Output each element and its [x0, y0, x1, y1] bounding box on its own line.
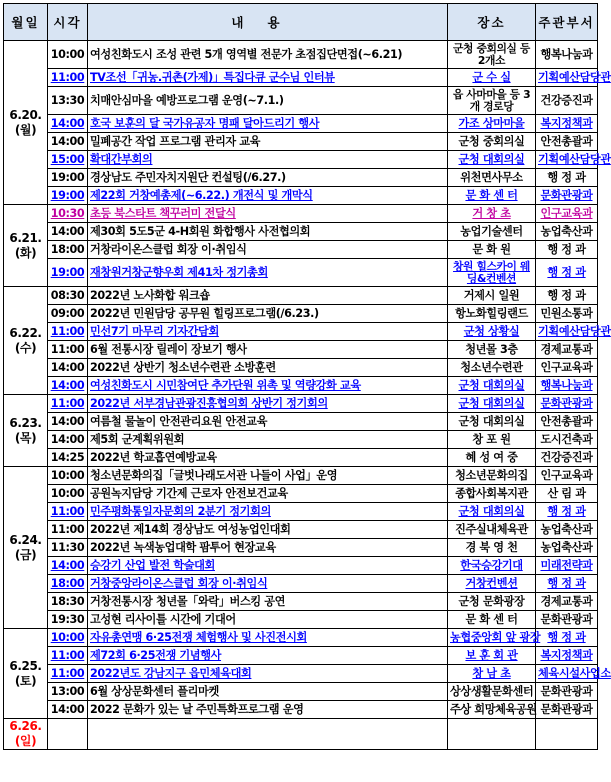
time-cell: 18:30	[48, 593, 88, 611]
content-cell: 여성친화도시 시민참여단 추가단원 위촉 및 역량강화 교육	[88, 377, 448, 395]
date-label: 6.22.	[9, 325, 42, 340]
time-cell: 10:00	[48, 467, 88, 485]
time-cell: 14:00	[48, 557, 88, 575]
content-cell: 여성친화도시 조성 관련 5개 영역별 전문가 초점집단면접(~6.21)	[88, 41, 448, 69]
time-cell: 13:30	[48, 87, 88, 115]
content-cell: 2022년 제14회 경상남도 여성농업인대회	[88, 521, 448, 539]
place-cell: 청년몰 3층	[448, 341, 536, 359]
place-cell: 청소년문화의집	[448, 467, 536, 485]
content-cell: 2022년 상반기 청소년수련관 소방훈련	[88, 359, 448, 377]
dept-cell: 도시건축과	[536, 431, 598, 449]
place-cell: 청소년수련관	[448, 359, 536, 377]
time-cell: 14:00	[48, 701, 88, 719]
empty-cell	[536, 719, 598, 750]
dept-cell: 경제교통과	[536, 341, 598, 359]
place-cell: 읍 사마마을 등 3개 경로당	[448, 87, 536, 115]
table-row	[4, 133, 598, 151]
table-row	[4, 287, 598, 305]
table-row	[4, 449, 598, 467]
time-cell: 15:00	[48, 151, 88, 169]
content-cell: 2022년 민원담당 공무원 힐링프로그램(/6.23.)	[88, 305, 448, 323]
dept-cell: 기획예산담당관	[536, 69, 598, 87]
table-row	[4, 413, 598, 431]
place-cell: 진주실내체육관	[448, 521, 536, 539]
place-cell: 혜 성 여 중	[448, 449, 536, 467]
time-cell: 11:00	[48, 341, 88, 359]
place-cell: 가조 상마마을	[448, 115, 536, 133]
empty-cell	[48, 719, 88, 750]
empty-cell	[448, 719, 536, 750]
dept-cell: 인구교육과	[536, 359, 598, 377]
dept-cell: 안전총괄과	[536, 133, 598, 151]
time-cell: 09:00	[48, 305, 88, 323]
table-row	[4, 223, 598, 241]
time-cell: 14:00	[48, 133, 88, 151]
content-cell: 제30회 5도5군 4-H회원 화합행사 사전협의회	[88, 223, 448, 241]
day-row-empty	[4, 719, 598, 750]
place-cell: 경 북 영 천	[448, 539, 536, 557]
dept-cell: 행 정 과	[536, 287, 598, 305]
dept-cell: 인구교육과	[536, 205, 598, 223]
place-cell: 군청 중회의실 등 2개소	[448, 41, 536, 69]
schedule-sheet	[3, 3, 611, 750]
time-cell: 11:00	[48, 503, 88, 521]
table-row	[4, 187, 598, 205]
time-cell: 14:00	[48, 431, 88, 449]
place-cell: 군청 대회의실	[448, 151, 536, 169]
dept-cell: 문화관광과	[536, 395, 598, 413]
time-cell: 11:00	[48, 395, 88, 413]
date-label: 6.26.	[9, 719, 42, 733]
table-row	[4, 575, 598, 593]
content-cell: 재창원거창군향우회 제41차 정기총회	[88, 259, 448, 287]
time-cell: 10:00	[48, 485, 88, 503]
time-cell: 10:00	[48, 41, 88, 69]
schedule-body	[4, 41, 611, 750]
content-cell: 호국 보훈의 달 국가유공자 명패 달아드리기 행사	[88, 115, 448, 133]
table-row	[4, 503, 598, 521]
dept-cell: 건강증진과	[536, 449, 598, 467]
time-cell: 11:00	[48, 647, 88, 665]
time-cell: 19:00	[48, 187, 88, 205]
dept-cell: 문화관광과	[536, 701, 598, 719]
dept-cell: 행 정 과	[536, 169, 598, 187]
dept-cell: 기획예산담당관	[536, 323, 598, 341]
content-cell: 6월 상상문화센터 플리마켓	[88, 683, 448, 701]
date-label: 6.23.	[9, 415, 42, 430]
table-row	[4, 395, 598, 413]
place-cell: 문 화 원	[448, 241, 536, 259]
dept-cell: 인구교육과	[536, 467, 598, 485]
content-cell: 2022년 노사화합 워크숍	[88, 287, 448, 305]
content-cell: 공원녹지담당 기간제 근로자 안전보건교육	[88, 485, 448, 503]
header-time: 시각	[48, 4, 88, 41]
place-cell: 상상생활문화센터	[448, 683, 536, 701]
place-cell: 군 수 실	[448, 69, 536, 87]
table-row	[4, 611, 598, 629]
content-cell: 2022년 서부경남관광진흥협의회 상반기 정기회의	[88, 395, 448, 413]
time-cell: 18:00	[48, 241, 88, 259]
weekday-label: (목)	[14, 430, 37, 445]
table-row	[4, 665, 598, 683]
header-place: 장소	[448, 4, 536, 41]
empty-cell	[88, 719, 448, 750]
place-cell: 거 창 초	[448, 205, 536, 223]
date-cell	[4, 287, 48, 395]
table-row	[4, 115, 598, 133]
weekday-label: (월)	[14, 122, 37, 137]
dept-cell: 행복나눔과	[536, 41, 598, 69]
place-cell: 거제시 일원	[448, 287, 536, 305]
table-row	[4, 87, 598, 115]
schedule-table	[3, 3, 611, 750]
table-row	[4, 431, 598, 449]
table-row	[4, 377, 598, 395]
date-cell	[4, 629, 48, 719]
table-row	[4, 323, 598, 341]
time-cell: 11:30	[48, 539, 88, 557]
header-row	[4, 4, 598, 41]
time-cell: 13:00	[48, 683, 88, 701]
place-cell: 군청 대회의실	[448, 503, 536, 521]
table-row	[4, 485, 598, 503]
date-cell	[4, 395, 48, 467]
date-cell	[4, 467, 48, 629]
date-label: 6.20.	[9, 107, 42, 122]
date-cell	[4, 205, 48, 287]
dept-cell: 행 정 과	[536, 241, 598, 259]
dept-cell: 미래전략과	[536, 557, 598, 575]
content-cell: 거창라이온스클럽 회장 이·취임식	[88, 241, 448, 259]
weekday-label: (금)	[14, 547, 37, 562]
place-cell: 한국승강기대	[448, 557, 536, 575]
dept-cell: 행 정 과	[536, 259, 598, 287]
place-cell: 군청 대회의실	[448, 395, 536, 413]
time-cell: 11:00	[48, 665, 88, 683]
content-cell: 초등 북스타트 책꾸러미 전달식	[88, 205, 448, 223]
date-label: 6.21.	[9, 230, 42, 245]
table-row	[4, 701, 598, 719]
time-cell: 14:00	[48, 413, 88, 431]
dept-cell: 경제교통과	[536, 593, 598, 611]
dept-cell: 농업축산과	[536, 223, 598, 241]
place-cell: 주상 희망체육공원	[448, 701, 536, 719]
date-cell	[4, 41, 48, 205]
place-cell: 군청 문화광장	[448, 593, 536, 611]
content-cell: 거창전통시장 청년몰「와락」버스킹 공연	[88, 593, 448, 611]
dept-cell: 행 정 과	[536, 575, 598, 593]
place-cell: 창 남 초	[448, 665, 536, 683]
dept-cell: 복지정책과	[536, 647, 598, 665]
table-row	[4, 341, 598, 359]
time-cell: 11:00	[48, 521, 88, 539]
dept-cell: 민원소통과	[536, 305, 598, 323]
content-cell: 승강기 산업 발전 학술대회	[88, 557, 448, 575]
header-content: 내용	[88, 4, 448, 41]
content-cell: 여름철 물놀이 안전관리요원 안전교육	[88, 413, 448, 431]
time-cell: 11:00	[48, 323, 88, 341]
content-cell: 6월 전통시장 릴레이 장보기 행사	[88, 341, 448, 359]
header-dept: 주관부서	[536, 4, 598, 41]
table-row	[4, 69, 598, 87]
time-cell: 14:00	[48, 377, 88, 395]
content-cell: 2022 문화가 있는 날 주민특화프로그램 운영	[88, 701, 448, 719]
table-row	[4, 359, 598, 377]
place-cell: 농업기술센터	[448, 223, 536, 241]
place-cell: 군청 상황실	[448, 323, 536, 341]
place-cell: 종합사회복지관	[448, 485, 536, 503]
table-row	[4, 259, 598, 287]
content-cell: 민주평화통일자문회의 2분기 정기회의	[88, 503, 448, 521]
dept-cell: 건강증진과	[536, 87, 598, 115]
time-cell: 14:00	[48, 115, 88, 133]
content-cell: 2022년도 강남지구 읍민체육대회	[88, 665, 448, 683]
table-row	[4, 205, 598, 223]
content-cell: 민선7기 마무리 기자간담회	[88, 323, 448, 341]
time-cell: 18:00	[48, 575, 88, 593]
dept-cell: 복지정책과	[536, 115, 598, 133]
dept-cell: 농업축산과	[536, 521, 598, 539]
place-cell: 거창컨벤션	[448, 575, 536, 593]
time-cell: 14:25	[48, 449, 88, 467]
time-cell: 08:30	[48, 287, 88, 305]
place-cell: 농협중앙회 앞 광장	[448, 629, 536, 647]
content-cell: 밀폐공간 작업 프로그램 관리자 교육	[88, 133, 448, 151]
content-cell: 2022년 학교흡연예방교육	[88, 449, 448, 467]
content-cell: 고성현 리사이틀 시간에 기대어	[88, 611, 448, 629]
weekday-label: (수)	[14, 340, 37, 355]
table-row	[4, 593, 598, 611]
content-cell: 청소년문화의집「글벗나래도서관 나들이 사업」운영	[88, 467, 448, 485]
dept-cell: 행 정 과	[536, 629, 598, 647]
content-cell: 치매안심마을 예방프로그램 운영(~7.1.)	[88, 87, 448, 115]
place-cell: 군청 중회의실	[448, 133, 536, 151]
content-cell: 제5회 군계획위원회	[88, 431, 448, 449]
time-cell: 19:30	[48, 611, 88, 629]
table-row	[4, 647, 598, 665]
time-cell: 19:00	[48, 259, 88, 287]
time-cell: 14:00	[48, 359, 88, 377]
weekday-label: (일)	[14, 734, 37, 748]
place-cell: 위천면사무소	[448, 169, 536, 187]
time-cell: 10:00	[48, 629, 88, 647]
date-label: 6.25.	[9, 658, 42, 673]
dept-cell: 기획예산담당관	[536, 151, 598, 169]
content-cell: 확대간부회의	[88, 151, 448, 169]
weekday-label: (화)	[14, 245, 37, 260]
dept-cell: 농업축산과	[536, 539, 598, 557]
time-cell: 14:00	[48, 223, 88, 241]
table-row	[4, 521, 598, 539]
content-cell: TV조선「귀농.귀촌(가제)」특집다큐 군수님 인터뷰	[88, 69, 448, 87]
content-cell: 제22회 거창예총제(~6.22.) 개전식 및 개막식	[88, 187, 448, 205]
header-date: 월일	[4, 4, 48, 41]
place-cell: 문 화 센 터	[448, 187, 536, 205]
dept-cell: 산 림 과	[536, 485, 598, 503]
table-row	[4, 629, 598, 647]
place-cell: 문 화 센 터	[448, 611, 536, 629]
content-cell: 2022년 녹색농업대학 팜투어 현장교육	[88, 539, 448, 557]
time-cell: 11:00	[48, 69, 88, 87]
place-cell: 군청 대회의실	[448, 377, 536, 395]
table-row	[4, 683, 598, 701]
table-row	[4, 169, 598, 187]
date-cell	[4, 719, 48, 750]
table-row	[4, 151, 598, 169]
place-cell: 창원 힐스카이 웨딩&컨벤션	[448, 259, 536, 287]
weekday-label: (토)	[14, 673, 37, 688]
dept-cell: 행복나눔과	[536, 377, 598, 395]
dept-cell: 문화관광과	[536, 187, 598, 205]
table-row	[4, 539, 598, 557]
place-cell: 창 포 원	[448, 431, 536, 449]
dept-cell: 문화관광과	[536, 611, 598, 629]
place-cell: 보 훈 회 관	[448, 647, 536, 665]
content-cell: 거창중앙라이온스클럽 회장 이·취임식	[88, 575, 448, 593]
table-row	[4, 241, 598, 259]
table-row	[4, 557, 598, 575]
time-cell: 19:00	[48, 169, 88, 187]
place-cell: 군청 대회의실	[448, 413, 536, 431]
dept-cell: 체육시설사업소	[536, 665, 598, 683]
table-row	[4, 41, 598, 69]
time-cell: 10:30	[48, 205, 88, 223]
content-cell: 경상남도 주민자치지원단 컨설팅(/6.27.)	[88, 169, 448, 187]
dept-cell: 안전총괄과	[536, 413, 598, 431]
table-row	[4, 305, 598, 323]
content-cell: 제72회 6·25전쟁 기념행사	[88, 647, 448, 665]
table-row	[4, 467, 598, 485]
dept-cell: 행 정 과	[536, 503, 598, 521]
place-cell: 항노화힐링랜드	[448, 305, 536, 323]
content-cell: 자유총연맹 6·25전쟁 체험행사 및 사진전시회	[88, 629, 448, 647]
date-label: 6.24.	[9, 532, 42, 547]
dept-cell: 문화관광과	[536, 683, 598, 701]
